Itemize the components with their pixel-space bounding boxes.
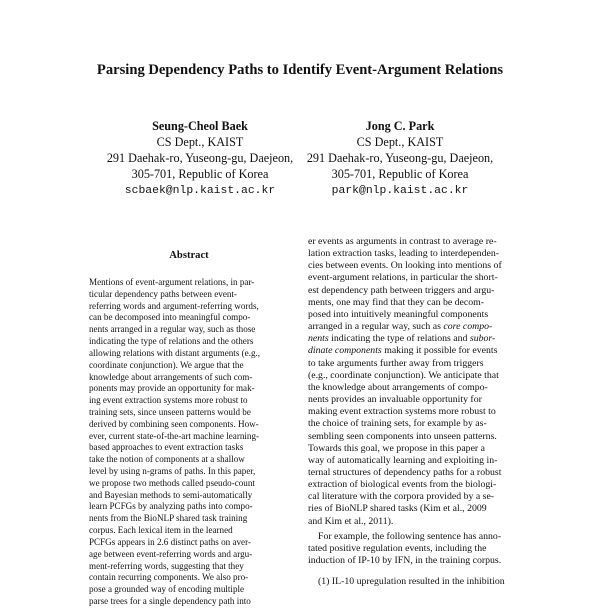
author-dept: CS Dept., KAIST (156, 135, 244, 149)
abstract-line: learn PCFGs by analyzing paths into compo- (89, 501, 253, 512)
body-line: Towards this goal, we propose in this paper a (308, 442, 485, 454)
body-line: induction of IP-10 by IFN, in the training corpus. (308, 555, 502, 567)
author-block-2 (280, 118, 520, 199)
abstract-line: we propose two methods called pseudo-count (89, 477, 255, 488)
author-address-line-2: 305-701, Republic of Korea (331, 167, 469, 181)
author-address-line-1: 291 Daehak-ro, Yuseong-gu, Daejeon, (306, 151, 494, 165)
author-address-line-1: 291 Daehak-ro, Yuseong-gu, Daejeon, (106, 151, 294, 165)
abstract-line: derived by combining seen components. How- (89, 418, 259, 429)
body-line: nents provides an invaluable opportunity for (308, 394, 482, 406)
abstract-line: ponents may provide an opportunity for mak- (89, 383, 255, 394)
body-line: (e.g., coordinate conjunction). We anticipate that (308, 369, 499, 381)
author-dept: CS Dept., KAIST (356, 135, 444, 149)
body-line: cal literature with the corpora provided by a se- (308, 491, 495, 503)
abstract-line: corpus. Each lexical item in the learned (89, 525, 233, 536)
abstract-line: level by using n-grams of paths. In this paper, (89, 466, 256, 476)
abstract-line: Mentions of event-argument relations, in par- (89, 277, 255, 287)
author-address-line-2: 305-701, Republic of Korea (131, 167, 269, 181)
body-line (308, 345, 516, 357)
abstract-line: and Bayesian methods to semi-automatically (89, 489, 253, 500)
body-line: event-argument relations, in particular the short- (308, 272, 498, 284)
body-line: est dependency path between triggers and argu- (308, 284, 495, 296)
body-line: and Kim et al., 2011). (308, 515, 394, 527)
abstract-line: ment-referring words, suggesting that they (89, 560, 244, 571)
abstract-line: can be decomposed into meaningful compo- (89, 312, 251, 323)
body-line: ments, one may find that they can be decom- (308, 296, 485, 308)
abstract-line: indicating the type of relations and the others (89, 336, 254, 347)
body-line: tated positive regulation events, including the (308, 542, 487, 554)
abstract-line: age between event-referring words and argu- (89, 548, 253, 559)
abstract-line: pose a grounded way of encoding multiple (89, 584, 245, 595)
abstract-heading: Abstract (169, 250, 209, 261)
body-line: making event extraction systems more robust to (308, 406, 496, 418)
body-line: ternal structures of dependency paths for a robust (308, 466, 502, 478)
body-line (308, 321, 516, 333)
body-text-column (308, 236, 516, 588)
author-email: park@nlp.kaist.ac.kr (331, 185, 469, 197)
author-name: Seung-Cheol Baek (152, 119, 248, 133)
body-line: ries of BioNLP shared tasks (Kim et al., 2009 (308, 503, 487, 515)
italic-term: core compo- (443, 321, 493, 333)
body-line: (1) IL-10 upregulation resulted in the inhibition (318, 576, 505, 588)
body-line: extraction of biological events from the biologi- (308, 479, 497, 491)
body-line: the choice of training sets, for example by as- (308, 418, 487, 430)
abstract-line: allowing relations with distant arguments (e.g., (89, 347, 261, 358)
italic-term: nents (308, 333, 329, 345)
abstract-line: contain recurring components. We also pro- (89, 572, 249, 583)
body-text-fragment: making it possible for events (381, 345, 498, 357)
abstract-line: nents arranged in a regular way, such as those (89, 324, 256, 335)
abstract-line: PCFGs appears in 2.6 distinct paths on aver- (89, 536, 251, 547)
abstract-line: parse trees for a single dependency path into (89, 595, 251, 606)
body-line: cies between events. On looking into mentions of (308, 260, 502, 272)
abstract-line: based approaches to event extraction tasks (89, 442, 244, 453)
body-text-fragment: indicating the type of relations and (328, 333, 470, 345)
body-line: way of automatically learning and exploiting in- (308, 454, 498, 466)
abstract-line: ever, current state-of-the-art machine learning- (89, 430, 260, 441)
italic-term: dinate components (308, 345, 382, 357)
abstract-line: knowledge about arrangements of such com- (89, 371, 253, 382)
author-name: Jong C. Park (365, 119, 435, 133)
abstract-line: referring words and argument-referring words, (89, 300, 259, 311)
abstract-line: take the notion of components at a shallow (89, 454, 245, 465)
body-line (308, 333, 516, 345)
body-line: lation extraction tasks, leading to interdependen- (308, 248, 499, 260)
abstract-line: ticular dependency paths between event- (89, 288, 237, 299)
abstract-body (89, 277, 289, 608)
paper-title: Parsing Dependency Paths to Identify Event-Argument Relations (96, 62, 504, 78)
abstract-line: nents from the BioNLP shared task training (89, 513, 248, 524)
body-line: to take arguments further away from triggers (308, 357, 484, 369)
abstract-line: training sets, since unseen patterns would be (89, 406, 251, 417)
body-line: the knowledge about arrangements of compo- (308, 381, 488, 393)
italic-term: subor- (469, 333, 496, 345)
author-email: scbaek@nlp.kaist.ac.kr (124, 185, 276, 197)
body-line: posed into intuitively meaningful components (308, 308, 489, 320)
body-line: sembling seen components into unseen patterns. (308, 430, 497, 442)
body-text-fragment: arranged in a regular way, such as (308, 321, 441, 333)
abstract-line: coordinate conjunction). We argue that the (89, 359, 244, 370)
body-line: er events as arguments in contrast to average re- (308, 236, 497, 247)
body-line: For example, the following sentence has anno- (318, 530, 502, 542)
abstract-line: ing event extraction systems more robust to (89, 395, 248, 406)
